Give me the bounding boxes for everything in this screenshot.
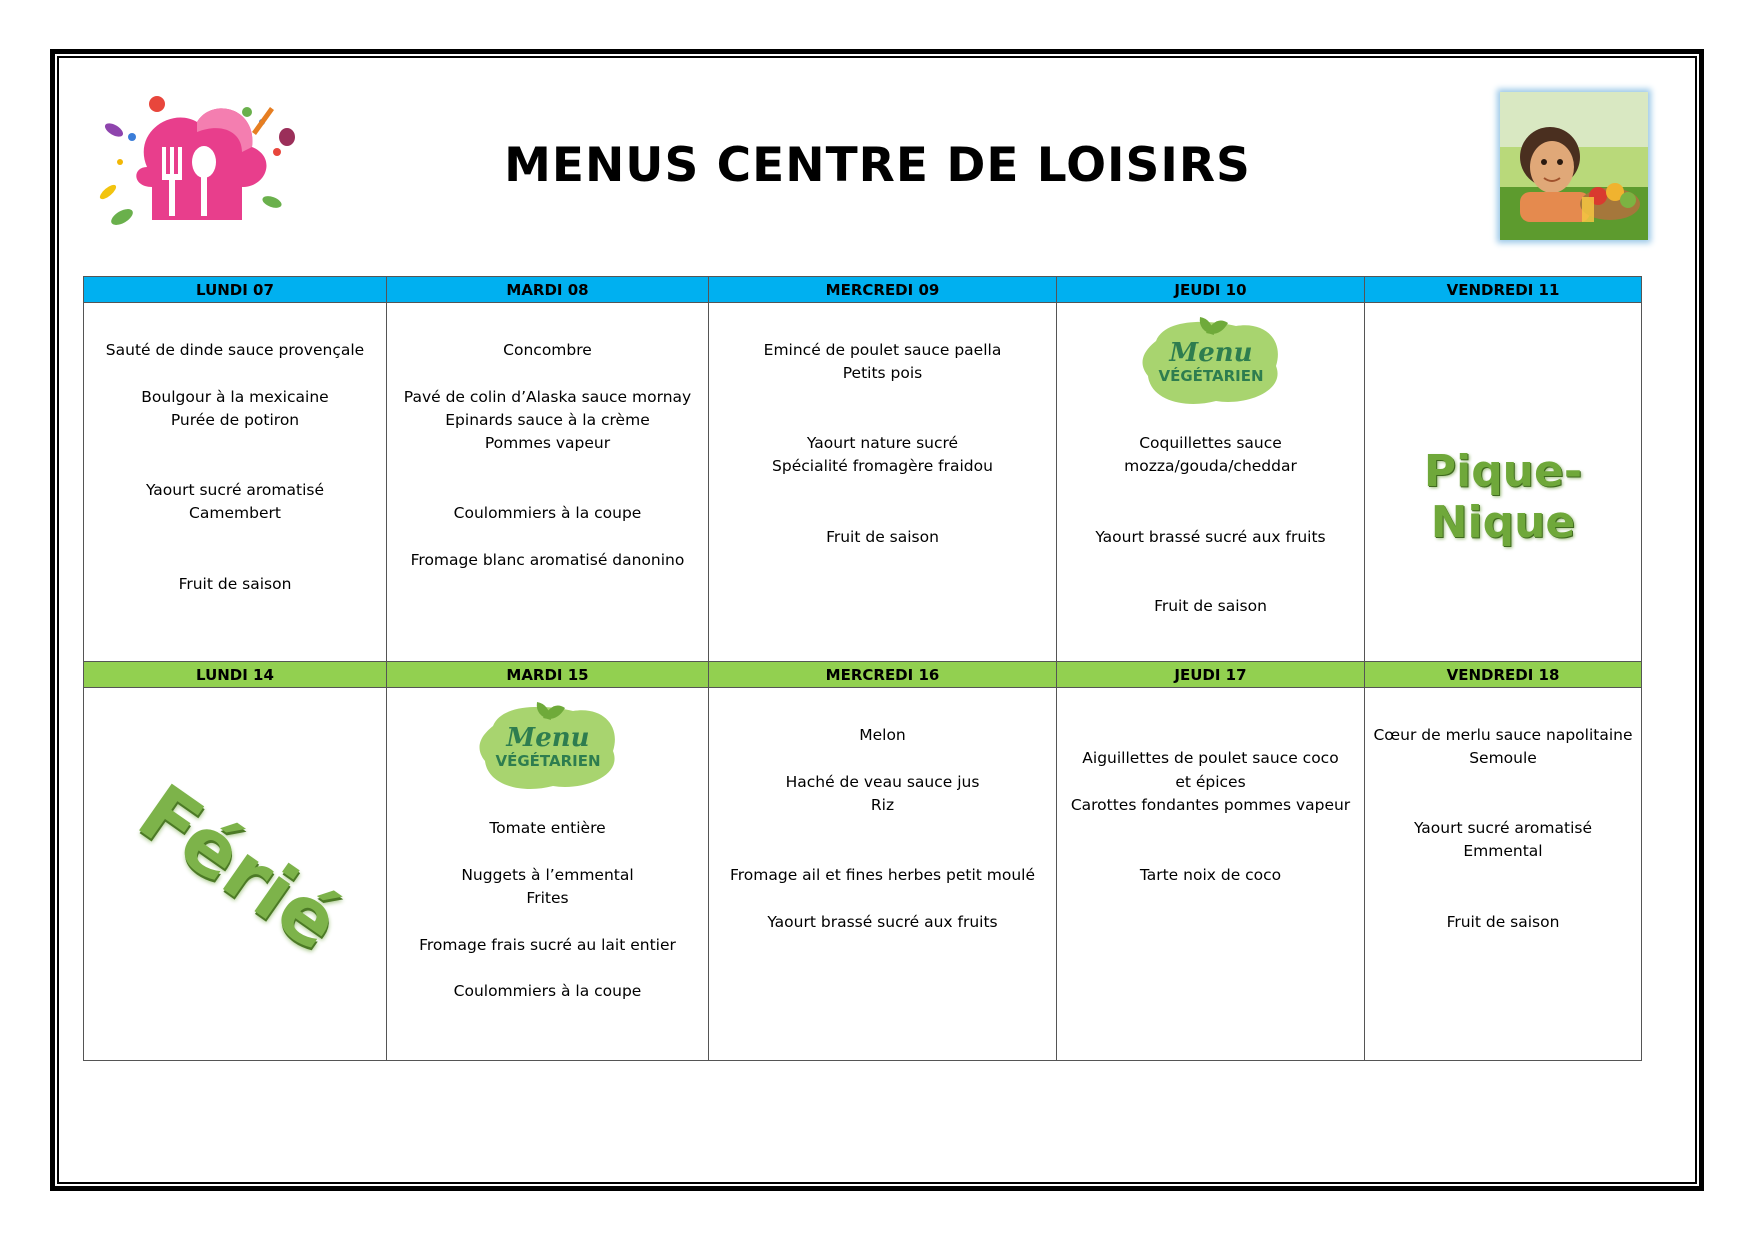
menu-item: Petits pois bbox=[842, 364, 923, 382]
menu-item: Spécialité fromagère fraidou bbox=[772, 457, 993, 475]
menu-cell-mardi-15 bbox=[387, 688, 709, 1061]
page-title: MENUS CENTRE DE LOISIRS bbox=[504, 138, 1251, 193]
menu-cell-mercredi-09 bbox=[709, 303, 1057, 662]
menu-cell-jeudi-17 bbox=[1057, 688, 1365, 1061]
menu-item: Carottes fondantes pommes vapeur bbox=[1070, 796, 1351, 814]
menu-item: Fruit de saison bbox=[178, 575, 292, 593]
menu-item: Coulommiers à la coupe bbox=[453, 504, 642, 522]
menu-item: Riz bbox=[870, 796, 895, 814]
menu-cell-mardi-08 bbox=[387, 303, 709, 662]
day-header: JEUDI 10 bbox=[1057, 277, 1365, 303]
menu-item: Concombre bbox=[503, 341, 592, 359]
menu-item: Epinards sauce à la crème bbox=[445, 411, 650, 429]
badge-line1: Menu bbox=[505, 723, 590, 753]
menu-item: Fruit de saison bbox=[826, 528, 939, 546]
menu-item: Pommes vapeur bbox=[484, 434, 611, 452]
menu-item: Tarte noix de coco bbox=[1139, 866, 1282, 884]
menu-cell-vendredi-11 bbox=[1365, 303, 1642, 662]
week2-menu-row bbox=[84, 688, 1642, 1061]
menu-item: Camembert bbox=[189, 504, 281, 522]
menu-vegetarien-badge-icon bbox=[473, 696, 623, 796]
menu-item: Tomate entière bbox=[489, 819, 606, 837]
menu-item: Fruit de saison bbox=[1446, 913, 1560, 931]
menu-vegetarien-badge-icon bbox=[1136, 311, 1286, 411]
menu-cell-jeudi-10 bbox=[1057, 303, 1365, 662]
week1-menu-row bbox=[84, 303, 1642, 662]
menu-item: et épices bbox=[1175, 773, 1246, 791]
menu-item: Emmental bbox=[1463, 842, 1543, 860]
menu-item: Sauté de dinde sauce provençale bbox=[105, 341, 365, 359]
day-header: VENDREDI 11 bbox=[1365, 277, 1642, 303]
menu-item: Haché de veau sauce jus bbox=[785, 773, 980, 791]
week2-header-row bbox=[84, 662, 1642, 688]
day-header: MERCREDI 16 bbox=[709, 662, 1057, 688]
pique-nique-label: Pique-Nique bbox=[1423, 446, 1583, 548]
menu-item: Coquillettes sauce bbox=[1139, 434, 1282, 452]
menu-item: Coulommiers à la coupe bbox=[453, 982, 642, 1000]
menu-item: Fruit de saison bbox=[1154, 597, 1267, 615]
badge-line2: VÉGÉTARIEN bbox=[494, 752, 601, 770]
menu-item: Yaourt nature sucré bbox=[806, 434, 959, 452]
week1-header-row bbox=[84, 277, 1642, 303]
child-with-fruits-photo bbox=[1500, 92, 1648, 240]
menu-item: Yaourt sucré aromatisé bbox=[145, 481, 325, 499]
menu-item: Fromage blanc aromatisé danonino bbox=[410, 551, 685, 569]
day-header: MARDI 08 bbox=[387, 277, 709, 303]
menu-item: Fromage ail et fines herbes petit moulé bbox=[729, 866, 1036, 884]
day-header: LUNDI 07 bbox=[84, 277, 387, 303]
menu-item: Pavé de colin d’Alaska sauce mornay bbox=[403, 388, 692, 406]
menu-item: Aiguillettes de poulet sauce coco bbox=[1082, 749, 1339, 767]
menu-item: mozza/gouda/cheddar bbox=[1124, 457, 1297, 475]
ferie-label: Férié bbox=[122, 768, 356, 969]
day-header: MARDI 15 bbox=[387, 662, 709, 688]
menu-item: Yaourt brassé sucré aux fruits bbox=[1095, 528, 1326, 546]
day-header: MERCREDI 09 bbox=[709, 277, 1057, 303]
day-header: JEUDI 17 bbox=[1057, 662, 1365, 688]
menu-item: Melon bbox=[859, 726, 906, 744]
menu-item: Cœur de merlu sauce napolitaine bbox=[1373, 726, 1633, 744]
day-header: LUNDI 14 bbox=[84, 662, 387, 688]
menu-cell-mercredi-16 bbox=[709, 688, 1057, 1061]
menu-item: Nuggets à l’emmental bbox=[461, 866, 634, 884]
badge-line1: Menu bbox=[1168, 338, 1253, 368]
menu-cell-vendredi-18 bbox=[1365, 688, 1642, 1061]
menu-item: Yaourt brassé sucré aux fruits bbox=[767, 913, 998, 931]
menu-item: Boulgour à la mexicaine bbox=[141, 388, 329, 406]
menu-item: Yaourt sucré aromatisé bbox=[1413, 819, 1593, 837]
menu-cell-lundi-07 bbox=[84, 303, 387, 662]
menu-item: Frites bbox=[526, 889, 569, 907]
menu-item: Semoule bbox=[1469, 749, 1537, 767]
menu-cell-lundi-14 bbox=[84, 688, 387, 1061]
menu-item: Emincé de poulet sauce paella bbox=[763, 341, 1002, 359]
badge-line2: VÉGÉTARIEN bbox=[1157, 367, 1264, 385]
menu-table bbox=[83, 276, 1642, 1061]
menu-item: Purée de potiron bbox=[170, 411, 300, 429]
day-header: VENDREDI 18 bbox=[1365, 662, 1642, 688]
menu-item: Fromage frais sucré au lait entier bbox=[419, 936, 676, 954]
